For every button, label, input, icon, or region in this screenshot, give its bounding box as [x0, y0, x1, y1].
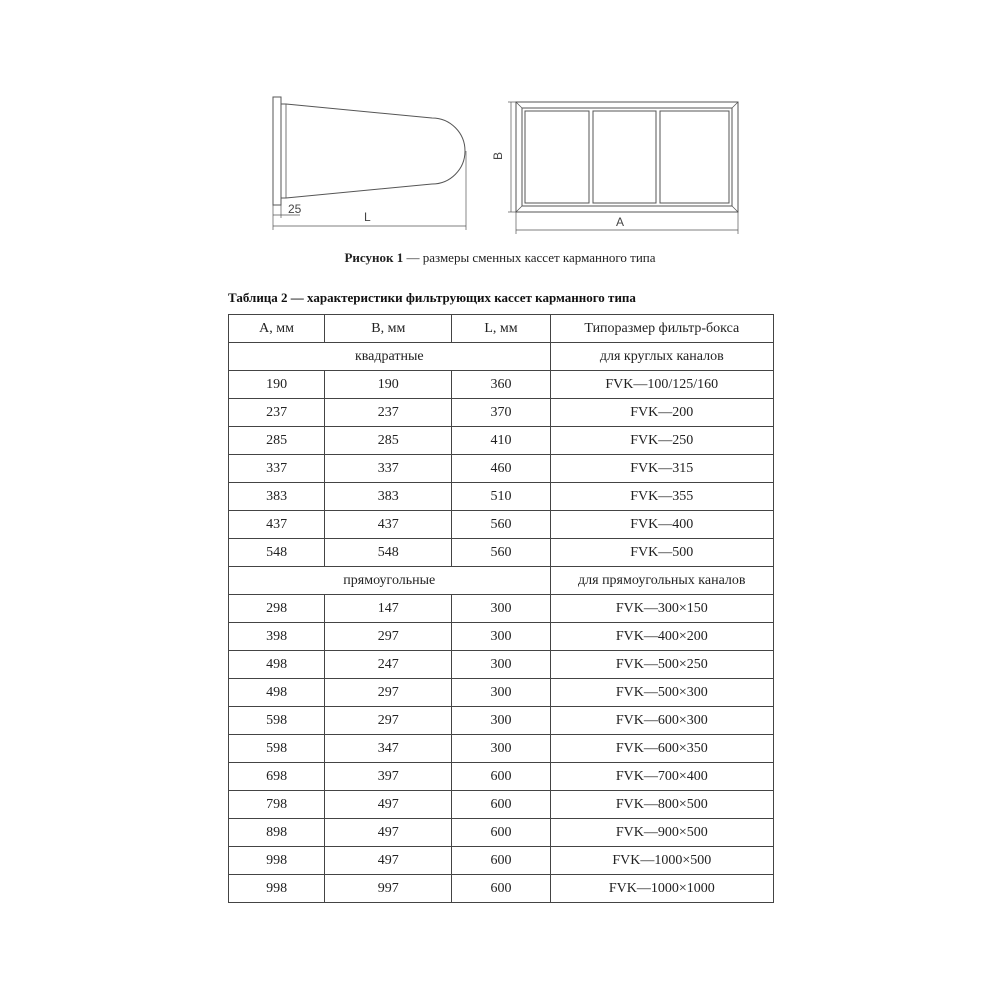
figure-caption: [0, 250, 1000, 266]
cell-l: 300: [452, 707, 550, 735]
cell-b: 347: [325, 735, 452, 763]
section-channel-label: для круглых каналов: [550, 343, 773, 371]
spec-table: [228, 314, 774, 903]
cell-b: 437: [325, 511, 452, 539]
table-row: [229, 791, 774, 819]
cell-size: FVK—100/125/160: [550, 371, 773, 399]
cell-b: 190: [325, 371, 452, 399]
cell-a: 285: [229, 427, 325, 455]
table-row: [229, 847, 774, 875]
cell-a: 548: [229, 539, 325, 567]
section-label: квадратные: [229, 343, 551, 371]
cell-l: 300: [452, 735, 550, 763]
cell-l: 300: [452, 595, 550, 623]
cell-a: 598: [229, 707, 325, 735]
table-row: [229, 707, 774, 735]
cell-b: 247: [325, 651, 452, 679]
cell-a: 698: [229, 763, 325, 791]
cell-l: 560: [452, 511, 550, 539]
table-row: [229, 623, 774, 651]
table-row: [229, 371, 774, 399]
cell-a: 337: [229, 455, 325, 483]
table-header-row: [229, 315, 774, 343]
table-row: [229, 679, 774, 707]
table-row: [229, 735, 774, 763]
cell-b: 147: [325, 595, 452, 623]
outer-frame: [516, 102, 738, 212]
cell-a: 398: [229, 623, 325, 651]
cell-size: FVK—700×400: [550, 763, 773, 791]
cell-b: 497: [325, 847, 452, 875]
cell-l: 600: [452, 791, 550, 819]
cell-b: 383: [325, 483, 452, 511]
cell-a: 998: [229, 875, 325, 903]
table-row: [229, 399, 774, 427]
table-row: [229, 651, 774, 679]
cell-a: 998: [229, 847, 325, 875]
section-header-row: [229, 343, 774, 371]
cell-b: 548: [325, 539, 452, 567]
cell-a: 383: [229, 483, 325, 511]
cell-size: FVK—500: [550, 539, 773, 567]
cell-size: FVK—600×300: [550, 707, 773, 735]
dim-length-label: L: [364, 210, 371, 224]
pocket-2: [593, 111, 656, 203]
cell-l: 560: [452, 539, 550, 567]
header-l: L, мм: [452, 315, 550, 343]
cell-size: FVK—500×250: [550, 651, 773, 679]
cell-l: 600: [452, 819, 550, 847]
cell-b: 337: [325, 455, 452, 483]
cell-l: 410: [452, 427, 550, 455]
dim-flange-label: 25: [288, 202, 302, 216]
header-a: А, мм: [229, 315, 325, 343]
caption-text: — размеры сменных кассет карманного типа: [403, 250, 656, 265]
cell-b: 237: [325, 399, 452, 427]
cell-a: 237: [229, 399, 325, 427]
header-size: Типоразмер фильтр-бокса: [550, 315, 773, 343]
pocket-3: [660, 111, 729, 203]
cell-size: FVK—300×150: [550, 595, 773, 623]
table-row: [229, 819, 774, 847]
table-row: [229, 763, 774, 791]
cell-b: 297: [325, 679, 452, 707]
dim-height-label: B: [491, 151, 505, 160]
cell-size: FVK—250: [550, 427, 773, 455]
table-row: [229, 595, 774, 623]
cell-l: 300: [452, 651, 550, 679]
cell-b: 297: [325, 707, 452, 735]
cell-b: 397: [325, 763, 452, 791]
pocket-body: [281, 104, 465, 198]
cell-size: FVK—600×350: [550, 735, 773, 763]
cell-a: 298: [229, 595, 325, 623]
cell-l: 460: [452, 455, 550, 483]
section-header-row: [229, 567, 774, 595]
table-title: Таблица 2 — характеристики фильтрующих кассет карманного типа: [228, 290, 636, 305]
cell-size: FVK—1000×500: [550, 847, 773, 875]
cell-l: 600: [452, 763, 550, 791]
table-row: [229, 539, 774, 567]
inner-frame: [522, 108, 732, 206]
table-row: [229, 511, 774, 539]
cell-l: 600: [452, 847, 550, 875]
cell-size: FVK—200: [550, 399, 773, 427]
cell-size: FVK—400: [550, 511, 773, 539]
dim-width-label: A: [616, 215, 625, 229]
cell-a: 598: [229, 735, 325, 763]
cell-a: 798: [229, 791, 325, 819]
cell-size: FVK—900×500: [550, 819, 773, 847]
cell-size: FVK—800×500: [550, 791, 773, 819]
cell-l: 300: [452, 623, 550, 651]
cell-l: 370: [452, 399, 550, 427]
pocket-1: [525, 111, 589, 203]
cell-b: 497: [325, 819, 452, 847]
cell-l: 360: [452, 371, 550, 399]
cell-a: 898: [229, 819, 325, 847]
caption-bold: Рисунок 1: [344, 250, 404, 265]
cell-l: 510: [452, 483, 550, 511]
figure-drawings: [0, 0, 1000, 250]
flange: [273, 97, 281, 205]
cell-a: 498: [229, 679, 325, 707]
cell-l: 300: [452, 679, 550, 707]
cell-a: 190: [229, 371, 325, 399]
cell-b: 497: [325, 791, 452, 819]
cell-b: 285: [325, 427, 452, 455]
section-label: прямоугольные: [229, 567, 551, 595]
table-row: [229, 427, 774, 455]
cell-size: FVK—355: [550, 483, 773, 511]
cell-b: 297: [325, 623, 452, 651]
cell-l: 600: [452, 875, 550, 903]
cell-a: 498: [229, 651, 325, 679]
table-row: [229, 483, 774, 511]
cell-b: 997: [325, 875, 452, 903]
table-row: [229, 875, 774, 903]
cell-size: FVK—315: [550, 455, 773, 483]
cell-size: FVK—500×300: [550, 679, 773, 707]
header-b: В, мм: [325, 315, 452, 343]
cell-size: FVK—1000×1000: [550, 875, 773, 903]
table-row: [229, 455, 774, 483]
cell-size: FVK—400×200: [550, 623, 773, 651]
table-body: [229, 343, 774, 903]
cell-a: 437: [229, 511, 325, 539]
section-channel-label: для прямоугольных каналов: [550, 567, 773, 595]
